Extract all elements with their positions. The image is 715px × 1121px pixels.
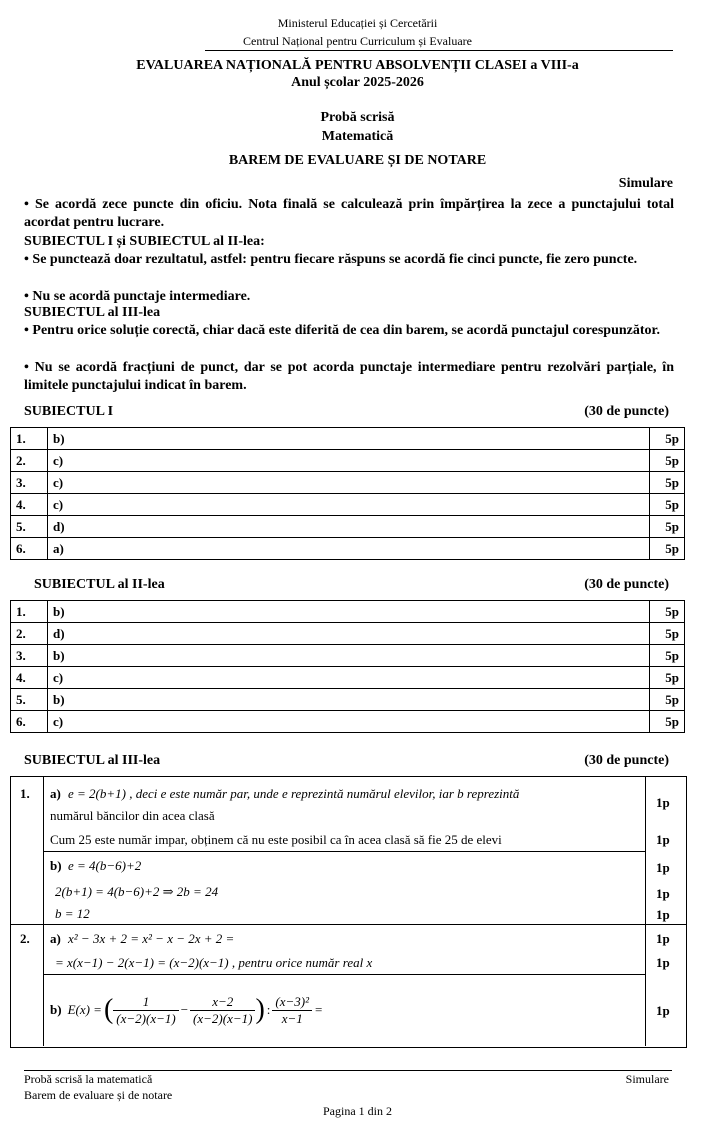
q1-number: 1. bbox=[20, 786, 30, 801]
answer-row bbox=[11, 667, 685, 689]
footer-left-1: Probă scrisă la matematică bbox=[24, 1072, 153, 1086]
answer-ans: b) bbox=[48, 689, 650, 711]
answer-ans: a) bbox=[48, 538, 650, 560]
q1b-line1: e = 4(b−6)+2 bbox=[68, 858, 142, 873]
answer-num: 3. bbox=[11, 472, 48, 494]
fraction-3: $\frac{\text{(x−3)²}}{x-1}$ bbox=[272, 994, 312, 1027]
fraction-1: $\frac{1}{(x-2)(x-1)}$ bbox=[113, 994, 178, 1027]
answer-pts: 5p bbox=[650, 450, 685, 472]
q2b-label: b) bbox=[50, 1002, 62, 1017]
instruction-2: • Se punctează doar rezultatul, astfel: pentru fiecare răspuns se acordă fie cinci puncte, fie zero puncte. bbox=[24, 252, 638, 267]
center-line: Centrul Național pentru Curriculum și Evaluare bbox=[243, 34, 472, 48]
answer-ans: d) bbox=[48, 623, 650, 645]
barem-title: BAREM DE EVALUARE ȘI DE NOTARE bbox=[228, 153, 487, 168]
answer-pts: 5p bbox=[650, 711, 685, 733]
subiect2-table bbox=[10, 600, 685, 733]
answer-num: 4. bbox=[11, 667, 48, 689]
instruction-5: • Nu se acordă fracțiuni de punct, dar se pot acorda punctaje intermediare pentru rezolvări parțiale, în limitele punctajului indicat în barem. bbox=[24, 360, 674, 393]
answer-pts: 5p bbox=[650, 472, 685, 494]
right-paren-icon: ) bbox=[255, 994, 265, 1025]
answer-row bbox=[11, 516, 685, 538]
q1a-line1: e = 2(b+1) , deci e este număr par, unde e reprezintă numărul elevilor, iar b reprezintă bbox=[68, 786, 520, 801]
q1a-pts-2: 1p bbox=[656, 832, 670, 847]
answer-num: 1. bbox=[11, 428, 48, 450]
q1a-label: a) bbox=[50, 786, 61, 801]
q1a-line3: Cum 25 este număr impar, obținem că nu este posibil ca în acea clasă să fie 25 de elevi bbox=[50, 832, 502, 847]
q2a-pts-2: 1p bbox=[656, 955, 670, 970]
answer-ans: d) bbox=[48, 516, 650, 538]
q2a-line1: x² − 3x + 2 = x² − x − 2x + 2 = bbox=[68, 931, 235, 946]
answer-row bbox=[11, 494, 685, 516]
q2a-line2: = x(x−1) − 2(x−1) = (x−2)(x−1) , pentru orice număr real x bbox=[55, 955, 373, 970]
answer-ans: c) bbox=[48, 667, 650, 689]
instruction-heading-1: SUBIECTUL I și SUBIECTUL al II-lea: bbox=[24, 234, 265, 249]
answer-num: 5. bbox=[11, 516, 48, 538]
exam-title: EVALUAREA NAȚIONALĂ PENTRU ABSOLVENȚII CLASEI a VIII-a bbox=[136, 58, 579, 73]
equals-sign: = bbox=[315, 1002, 323, 1017]
school-year: Anul școlar 2025-2026 bbox=[291, 75, 424, 90]
answer-pts: 5p bbox=[650, 623, 685, 645]
footer-left-2: Barem de evaluare și de notare bbox=[24, 1088, 173, 1102]
answer-pts: 5p bbox=[650, 494, 685, 516]
q2b-pts-1: 1p bbox=[656, 1003, 670, 1018]
footer-rule bbox=[24, 1070, 672, 1071]
answer-ans: b) bbox=[48, 428, 650, 450]
instruction-heading-2: SUBIECTUL al III-lea bbox=[24, 305, 161, 320]
answer-ans: c) bbox=[48, 450, 650, 472]
instruction-4: • Pentru orice soluție corectă, chiar dacă este diferită de cea din barem, se acordă punctajul corespunzător. bbox=[24, 323, 660, 338]
answer-pts: 5p bbox=[650, 538, 685, 560]
answer-ans: b) bbox=[48, 645, 650, 667]
subiect1-table bbox=[10, 427, 685, 560]
answer-num: 2. bbox=[11, 623, 48, 645]
instruction-1: • Se acordă zece puncte din oficiu. Nota finală se calculează prin împărțirea la zece a punctajului total acordat pentru lucrare. bbox=[24, 197, 674, 230]
answer-num: 6. bbox=[11, 538, 48, 560]
fraction-2: $\frac{x-2}{(x-2)(x-1)}$ bbox=[190, 994, 255, 1027]
subiect1-title: SUBIECTUL I bbox=[24, 404, 114, 419]
q1b-pts-1: 1p bbox=[656, 860, 670, 875]
q1a-pts-1: 1p bbox=[656, 795, 670, 810]
answer-num: 6. bbox=[11, 711, 48, 733]
answer-row bbox=[11, 645, 685, 667]
q2b-lhs: E(x) = bbox=[67, 1002, 102, 1017]
page-number: Pagina 1 din 2 bbox=[323, 1104, 392, 1118]
header-rule bbox=[205, 50, 673, 51]
answer-pts: 5p bbox=[650, 667, 685, 689]
q2-number: 2. bbox=[20, 931, 30, 946]
answer-row bbox=[11, 472, 685, 494]
answer-pts: 5p bbox=[650, 689, 685, 711]
answer-num: 1. bbox=[11, 601, 48, 623]
answer-ans: c) bbox=[48, 472, 650, 494]
answer-pts: 5p bbox=[650, 645, 685, 667]
answer-row bbox=[11, 689, 685, 711]
answer-num: 4. bbox=[11, 494, 48, 516]
q1b-pts-2: 1p bbox=[656, 886, 670, 901]
q2a-pts-1: 1p bbox=[656, 931, 670, 946]
answer-pts: 5p bbox=[650, 516, 685, 538]
subiect3-points: (30 de puncte) bbox=[584, 753, 669, 768]
answer-ans: b) bbox=[48, 601, 650, 623]
answer-ans: c) bbox=[48, 711, 650, 733]
proba-label: Probă scrisă bbox=[320, 110, 395, 125]
subiect2-title: SUBIECTUL al II-lea bbox=[34, 577, 165, 592]
instruction-3: • Nu se acordă punctaje intermediare. bbox=[24, 289, 251, 304]
answer-pts: 5p bbox=[650, 601, 685, 623]
answer-num: 5. bbox=[11, 689, 48, 711]
answer-num: 2. bbox=[11, 450, 48, 472]
q1b-line2: 2(b+1) = 4(b−6)+2 ⇒ 2b = 24 bbox=[55, 884, 219, 899]
subject-label: Matematică bbox=[321, 129, 394, 144]
simulare-label: Simulare bbox=[618, 176, 673, 191]
answer-row bbox=[11, 538, 685, 560]
q1b-line3: b = 12 bbox=[55, 906, 90, 921]
q2b-formula bbox=[50, 988, 322, 1032]
q1a-line2: numărul băncilor din acea clasă bbox=[50, 808, 215, 823]
answer-pts: 5p bbox=[650, 428, 685, 450]
answer-num: 3. bbox=[11, 645, 48, 667]
q1b-pts-3: 1p bbox=[656, 907, 670, 922]
answer-row bbox=[11, 601, 685, 623]
answer-row bbox=[11, 711, 685, 733]
footer-right: Simulare bbox=[625, 1072, 669, 1086]
answer-row bbox=[11, 450, 685, 472]
subiect1-points: (30 de puncte) bbox=[584, 404, 669, 419]
left-paren-icon: ( bbox=[103, 994, 114, 1025]
subiect2-points: (30 de puncte) bbox=[584, 577, 669, 592]
answer-ans: c) bbox=[48, 494, 650, 516]
subiect3-title: SUBIECTUL al III-lea bbox=[24, 753, 161, 768]
answer-row bbox=[11, 428, 685, 450]
ministry-line: Ministerul Educației și Cercetării bbox=[277, 16, 438, 30]
q2a-label: a) bbox=[50, 931, 61, 946]
q1b-label: b) bbox=[50, 858, 62, 873]
colon-sign: : bbox=[266, 1002, 271, 1017]
answer-row bbox=[11, 623, 685, 645]
minus-sign: − bbox=[180, 1002, 189, 1017]
